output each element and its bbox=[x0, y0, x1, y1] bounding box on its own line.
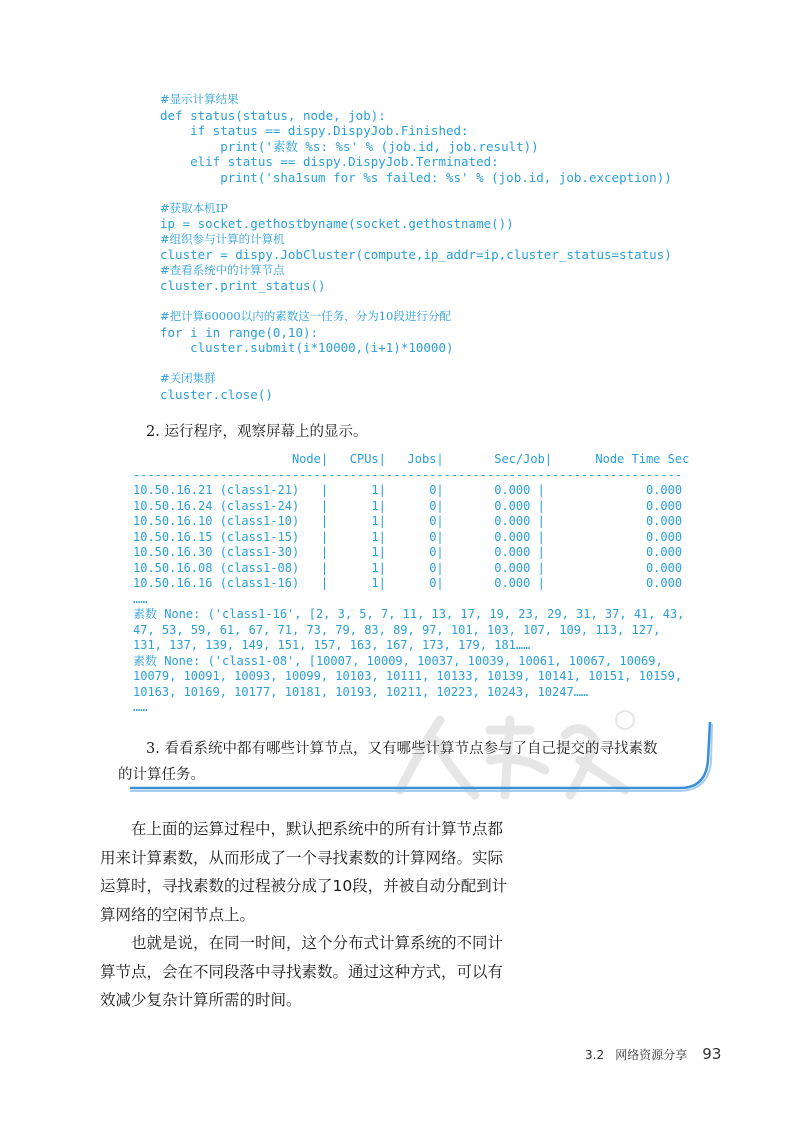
output-line: 10079, 10091, 10093, 10099, 10103, 10111, 10133, 10139, 10141, 10151, 10159, bbox=[133, 669, 683, 683]
body-text bbox=[100, 815, 510, 1015]
code-block bbox=[160, 92, 672, 402]
output-line: 10.50.16.16 (class1-16) | 1| 0| 0.000 | 0.000 bbox=[133, 576, 683, 590]
output-line: 10.50.16.24 (class1-24) | 1| 0| 0.000 | 0.000 bbox=[133, 498, 683, 513]
section-number: 3.2 bbox=[585, 1048, 605, 1062]
code-comment-line: #把计算60000以内的素数这一任务，分为10段进行分配 bbox=[160, 309, 451, 323]
code-line: elif status == dispy.DispyJob.Terminated: bbox=[160, 154, 499, 169]
output-line: 10.50.16.30 (class1-30) | 1| 0| 0.000 | 0.000 bbox=[133, 545, 683, 559]
output-line: 10.50.16.08 (class1-08) | 1| 0| 0.000 | 0.000 bbox=[133, 560, 683, 575]
step-3-text bbox=[118, 736, 708, 788]
output-line: 10.50.16.15 (class1-15) | 1| 0| 0.000 | 0.000 bbox=[133, 529, 683, 544]
output-separator: ---------------------------------------------------------------------------- bbox=[133, 467, 683, 482]
code-line: cluster.print_status() bbox=[160, 278, 326, 293]
page-footer bbox=[585, 1044, 721, 1063]
code-comment-line: #显示计算结果 bbox=[160, 92, 239, 106]
code-line: print('sha1sum for %s failed: %s' % (job.id, job.exception)) bbox=[160, 169, 672, 185]
code-comment-line: #关闭集群 bbox=[160, 371, 216, 385]
code-line: cluster.submit(i*10000,(i+1)*10000) bbox=[160, 340, 454, 355]
output-line: …… bbox=[133, 591, 148, 606]
code-comment-line: #查看系统中的计算节点 bbox=[160, 262, 285, 277]
code-line: ip = socket.gethostbyname(socket.gethostname()) bbox=[160, 216, 514, 231]
step-3-line-1: 3. 看看系统中都有哪些计算节点，又有哪些计算节点参与了自己提交的寻找素数 bbox=[146, 741, 658, 757]
paragraph-1: 在上面的运算过程中，默认把系统中的所有计算节点都用来计算素数，从而形成了一个寻找素数的计算网络。实际运算时，寻找素数的过程被分成了10段，并被自动分配到计算网络的空闲节点上。 bbox=[100, 820, 508, 924]
output-line: 10.50.16.10 (class1-10) | 1| 0| 0.000 | 0.000 bbox=[133, 514, 683, 528]
paragraph-2: 也就是说，在同一时间，这个分布式计算系统的不同计算节点，会在不同段落中寻找素数。通过这种方式，可以有效减少复杂计算所需的时间。 bbox=[100, 934, 504, 1009]
output-line: 素数 None: ('class1-08', [10007, 10009, 10037, 10039, 10061, 10067, 10069, bbox=[133, 653, 663, 668]
step-2-text: 2. 运行程序，观察屏幕上的显示。 bbox=[146, 424, 368, 440]
code-line: cluster = dispy.JobCluster(compute,ip_addr=ip,cluster_status=status) bbox=[160, 247, 672, 262]
console-output bbox=[133, 452, 693, 716]
code-line: if status == dispy.DispyJob.Finished: bbox=[160, 123, 469, 138]
output-header-row: Node| CPUs| Jobs| Sec/Job| Node Time Sec bbox=[133, 452, 690, 466]
output-line: 10.50.16.21 (class1-21) | 1| 0| 0.000 | 0.000 bbox=[133, 483, 683, 497]
code-line bbox=[160, 356, 672, 372]
section-title: 网络资源分享 bbox=[615, 1048, 688, 1062]
code-line bbox=[160, 294, 672, 310]
code-line: print('素数 %s: %s' % (job.id, job.result)) bbox=[160, 138, 539, 154]
code-line: def status(status, node, job): bbox=[160, 107, 386, 123]
page-number: 93 bbox=[702, 1045, 722, 1063]
output-line: 素数 None: ('class1-16', [2, 3, 5, 7, 11, 13, 17, 19, 23, 29, 31, 37, 41, 43, bbox=[133, 607, 685, 621]
code-line bbox=[160, 185, 672, 201]
output-line: 10163, 10169, 10177, 10181, 10193, 10211, 10223, 10243, 10247…… bbox=[133, 684, 589, 699]
code-line: cluster.close() bbox=[160, 386, 273, 402]
output-line: 131, 137, 139, 149, 151, 157, 163, 167, 173, 179, 181…… bbox=[133, 638, 531, 652]
code-line: for i in range(0,10): bbox=[160, 324, 319, 340]
output-line: …… bbox=[133, 700, 148, 714]
step-3-line-2: 的计算任务。 bbox=[118, 767, 205, 783]
output-line: 47, 53, 59, 61, 67, 71, 73, 79, 83, 89, 97, 101, 103, 107, 109, 113, 127, bbox=[133, 622, 661, 637]
code-comment-line: #获取本机IP bbox=[160, 200, 228, 215]
code-comment-line: #组织参与计算的计算机 bbox=[160, 231, 285, 246]
